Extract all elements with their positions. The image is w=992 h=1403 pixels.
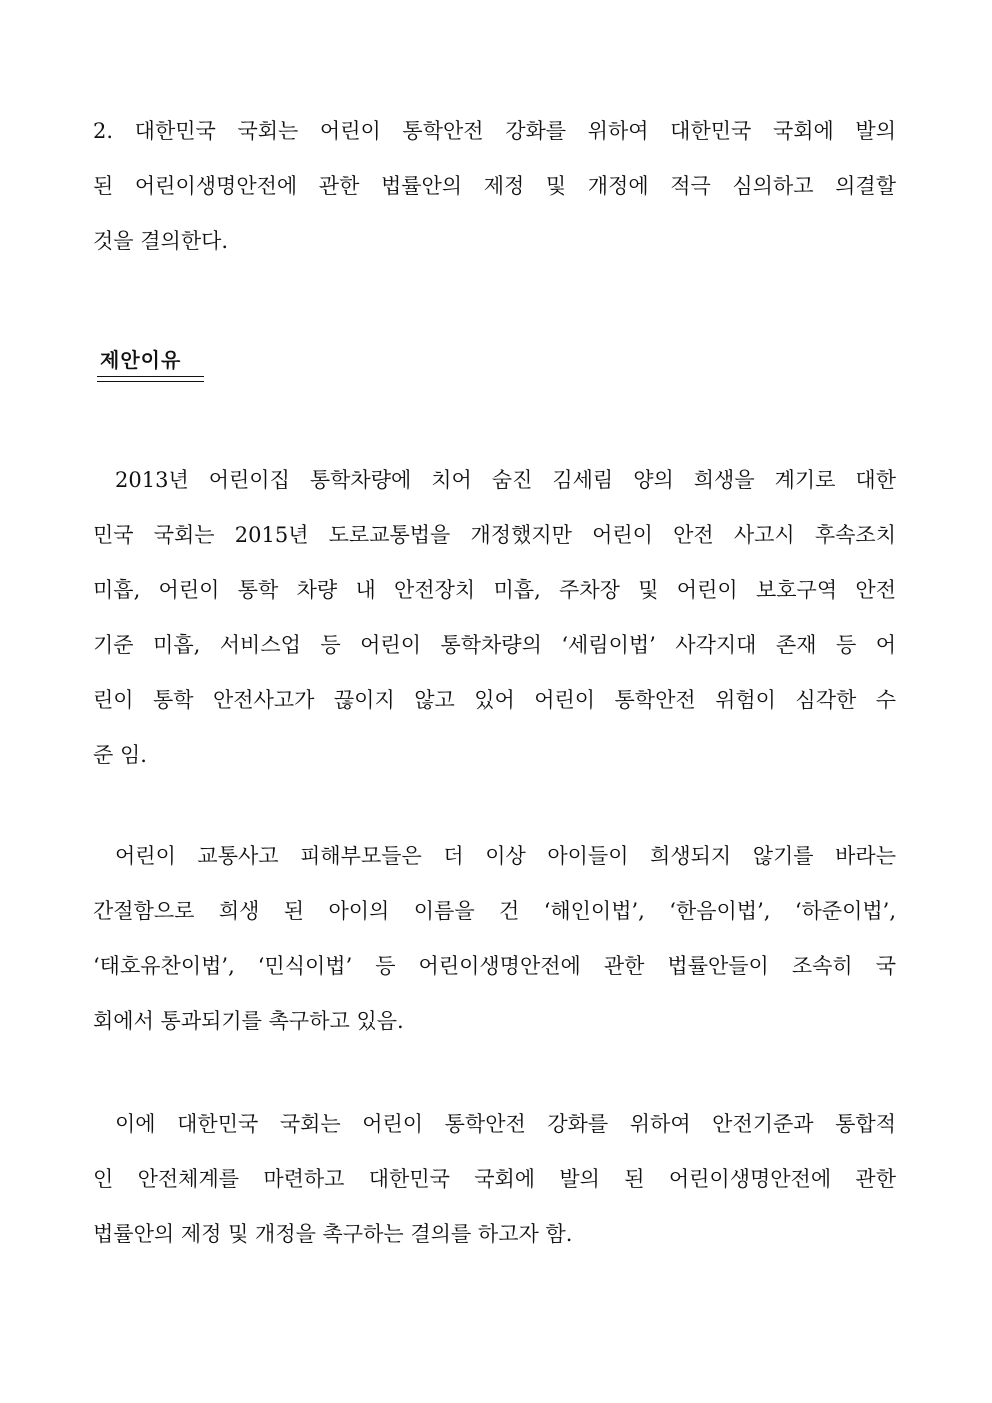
section-heading [100,340,204,382]
resolution-clause-2 [93,104,896,269]
resolution-line: 것을 결의한다. [93,229,229,253]
paragraph-line: 2013년 어린이집 통학차량에 치어 숨진 김세림 양의 희생을 계기로 대한 [115,468,896,492]
paragraph-line: 이에 대한민국 국회는 어린이 통학안전 강화를 위하여 안전기준과 통합적 [115,1112,896,1136]
paragraph-line: 회에서 통과되기를 촉구하고 있음. [93,1009,404,1033]
reason-paragraph-1 [93,453,896,783]
paragraph-line: 준 임. [93,743,147,767]
reason-paragraph-2 [93,829,896,1049]
resolution-line: 된 어린이생명안전에 관한 법률안의 제정 및 개정에 적극 심의하고 의결할 [93,174,896,198]
reason-paragraph-3 [93,1097,896,1262]
paragraph-line: ‘태호유찬이법’, ‘민식이법’ 등 어린이생명안전에 관한 법률안들이 조속히 국 [93,954,896,978]
paragraph-line: 민국 국회는 2015년 도로교통법을 개정했지만 어린이 안전 사고시 후속조치 [93,523,896,547]
section-title: 제안이유 [100,348,182,372]
paragraph-line: 인 안전체계를 마련하고 대한민국 국회에 발의 된 어린이생명안전에 관한 [93,1167,896,1191]
paragraph-line: 기준 미흡, 서비스업 등 어린이 통학차량의 ‘세림이법’ 사각지대 존재 등 어 [93,633,896,657]
paragraph-line: 미흡, 어린이 통학 차량 내 안전장치 미흡, 주차장 및 어린이 보호구역 안전 [93,578,896,602]
paragraph-line: 법률안의 제정 및 개정을 촉구하는 결의를 하고자 함. [93,1222,573,1246]
resolution-line: 2. 대한민국 국회는 어린이 통학안전 강화를 위하여 대한민국 국회에 발의 [93,119,896,143]
paragraph-line: 린이 통학 안전사고가 끊이지 않고 있어 어린이 통학안전 위험이 심각한 수 [93,688,896,712]
paragraph-line: 어린이 교통사고 피해부모들은 더 이상 아이들이 희생되지 않기를 바라는 [115,844,896,868]
paragraph-line: 간절함으로 희생 된 아이의 이름을 건 ‘해인이법’, ‘한음이법’, ‘하준이법’, [93,899,896,923]
